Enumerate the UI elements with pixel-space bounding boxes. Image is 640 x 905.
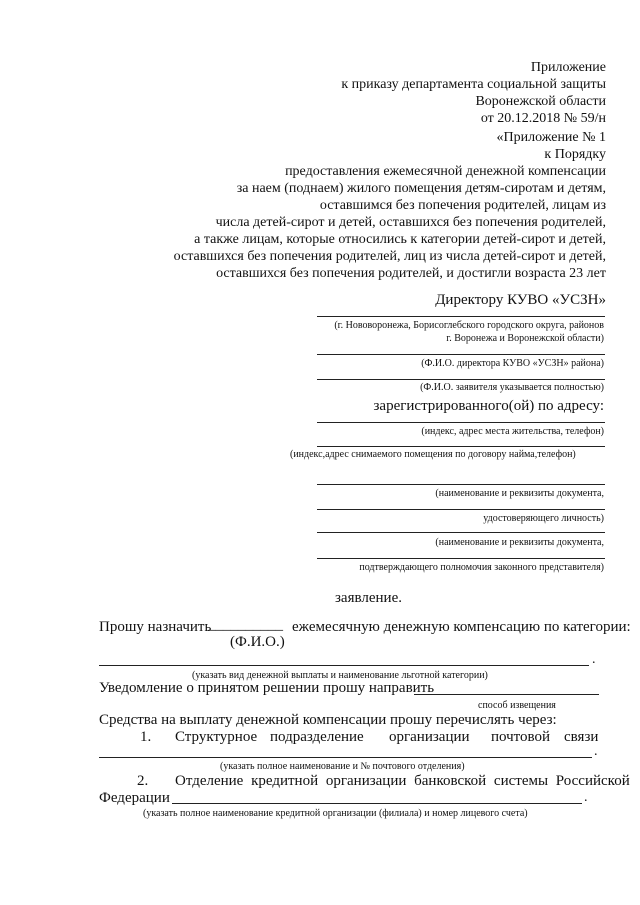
- procedure-text-line: оставшихся без попечения родителей, и достигли возраста 23 лет: [216, 266, 606, 281]
- hint-id-document: (наименование и реквизиты документа,: [435, 488, 604, 499]
- hint-post-office: (указать полное наименование и № почтового отделения): [220, 761, 465, 772]
- hint-district: (г. Нововоронежа, Борисоглебского городского округа, районов: [334, 320, 604, 331]
- hint-representative-document-cont: подтверждающего полномочия законного представителя): [359, 562, 604, 573]
- procedure-to-order: к Порядку: [544, 147, 606, 162]
- hint-residence-address: (индекс, адрес места жительства, телефон): [421, 426, 604, 437]
- appendix-region: Воронежской области: [475, 94, 606, 109]
- id-document-line[interactable]: [317, 484, 605, 485]
- procedure-text-line: числа детей-сирот и детей, оставшихся без попечения родителей,: [215, 215, 606, 230]
- procedure-appendix-number: «Приложение № 1: [496, 130, 606, 145]
- item2-number: 2.: [137, 773, 149, 789]
- registered-address-label: зарегистрированного(ой) по адресу:: [373, 398, 604, 414]
- procedure-text-line: а также лицам, которые относились к категории детей-сирот и детей,: [194, 232, 606, 247]
- hint-applicant-name: (Ф.И.О. заявителя указывается полностью): [420, 382, 604, 393]
- applicant-name-line[interactable]: [317, 379, 605, 380]
- item1-word: почтовой: [491, 729, 551, 745]
- hint-category: (указать вид денежной выплаты и наименование льготной категории): [192, 670, 488, 681]
- hint-notify-method: способ извещения: [478, 700, 556, 711]
- post-office-line[interactable]: [99, 757, 592, 758]
- id-document-line-2[interactable]: [317, 509, 605, 510]
- item1-word: подразделение: [270, 729, 364, 745]
- hint-district-cont: г. Воронежа и Воронежской области): [446, 333, 604, 344]
- request-fio: (Ф.И.О.): [230, 634, 285, 650]
- statement-title: заявление.: [335, 590, 402, 606]
- representative-document-line[interactable]: [317, 532, 605, 533]
- appendix-date-number: от 20.12.2018 № 59/н: [480, 111, 606, 126]
- item1-number: 1.: [140, 729, 152, 745]
- item1-word: связи: [564, 729, 599, 745]
- post-office-line-end: .: [594, 744, 598, 759]
- appendix-title: Приложение: [530, 60, 606, 75]
- funds-label: Средства на выплату денежной компенсации прошу перечислять через:: [99, 712, 557, 728]
- category-line[interactable]: [99, 665, 589, 666]
- director-name-line[interactable]: [317, 354, 605, 355]
- procedure-text-line: предоставления ежемесячной денежной компенсации: [285, 164, 606, 179]
- request-amount-blank[interactable]: __________: [208, 617, 283, 633]
- hint-representative-document: (наименование и реквизиты документа,: [435, 537, 604, 548]
- procedure-text-line: за наем (поднаем) жилого помещения детям-сиротам и детям,: [236, 181, 606, 196]
- hint-bank: (указать полное наименование кредитной организации (филиала) и номер лицевого счета): [143, 808, 528, 819]
- hint-id-document-cont: удостоверяющего личность): [483, 513, 604, 524]
- procedure-text-line: оставшимся без попечения родителей, лицам из: [319, 198, 606, 213]
- bank-line-end: .: [584, 790, 588, 805]
- notify-method-line[interactable]: [414, 694, 599, 695]
- item1-word: организации: [389, 729, 470, 745]
- request-end: ежемесячную денежную компенсацию по категории:: [292, 619, 631, 635]
- representative-document-line-2[interactable]: [317, 558, 605, 559]
- notify-label: Уведомление о принятом решении прошу направить: [99, 680, 435, 696]
- procedure-header: [174, 129, 606, 282]
- rented-address-line[interactable]: [317, 446, 605, 447]
- item2-text: Отделение кредитной организации банковской системы Российской: [175, 773, 630, 789]
- bank-line[interactable]: [172, 803, 582, 804]
- procedure-text-line: оставшихся без попечения родителей, лиц из числа детей-сирот и детей,: [173, 249, 606, 264]
- item2-text-cont: Федерации: [99, 790, 170, 806]
- appendix-order-ref: к приказу департамента социальной защиты: [341, 77, 606, 92]
- item1-word: Структурное: [175, 729, 258, 745]
- addressee-line[interactable]: [317, 316, 605, 317]
- address-line[interactable]: [317, 422, 605, 423]
- addressee-title: Директору КУВО «УСЗН»: [435, 292, 606, 308]
- appendix-header: [341, 59, 606, 127]
- category-line-end: .: [592, 652, 596, 667]
- hint-director-name: (Ф.И.О. директора КУВО «УСЗН» района): [421, 358, 604, 369]
- hint-rented-address: (индекс,адрес снимаемого помещения по договору найма,телефон): [290, 449, 576, 460]
- request-start: Прошу назначить: [99, 619, 212, 635]
